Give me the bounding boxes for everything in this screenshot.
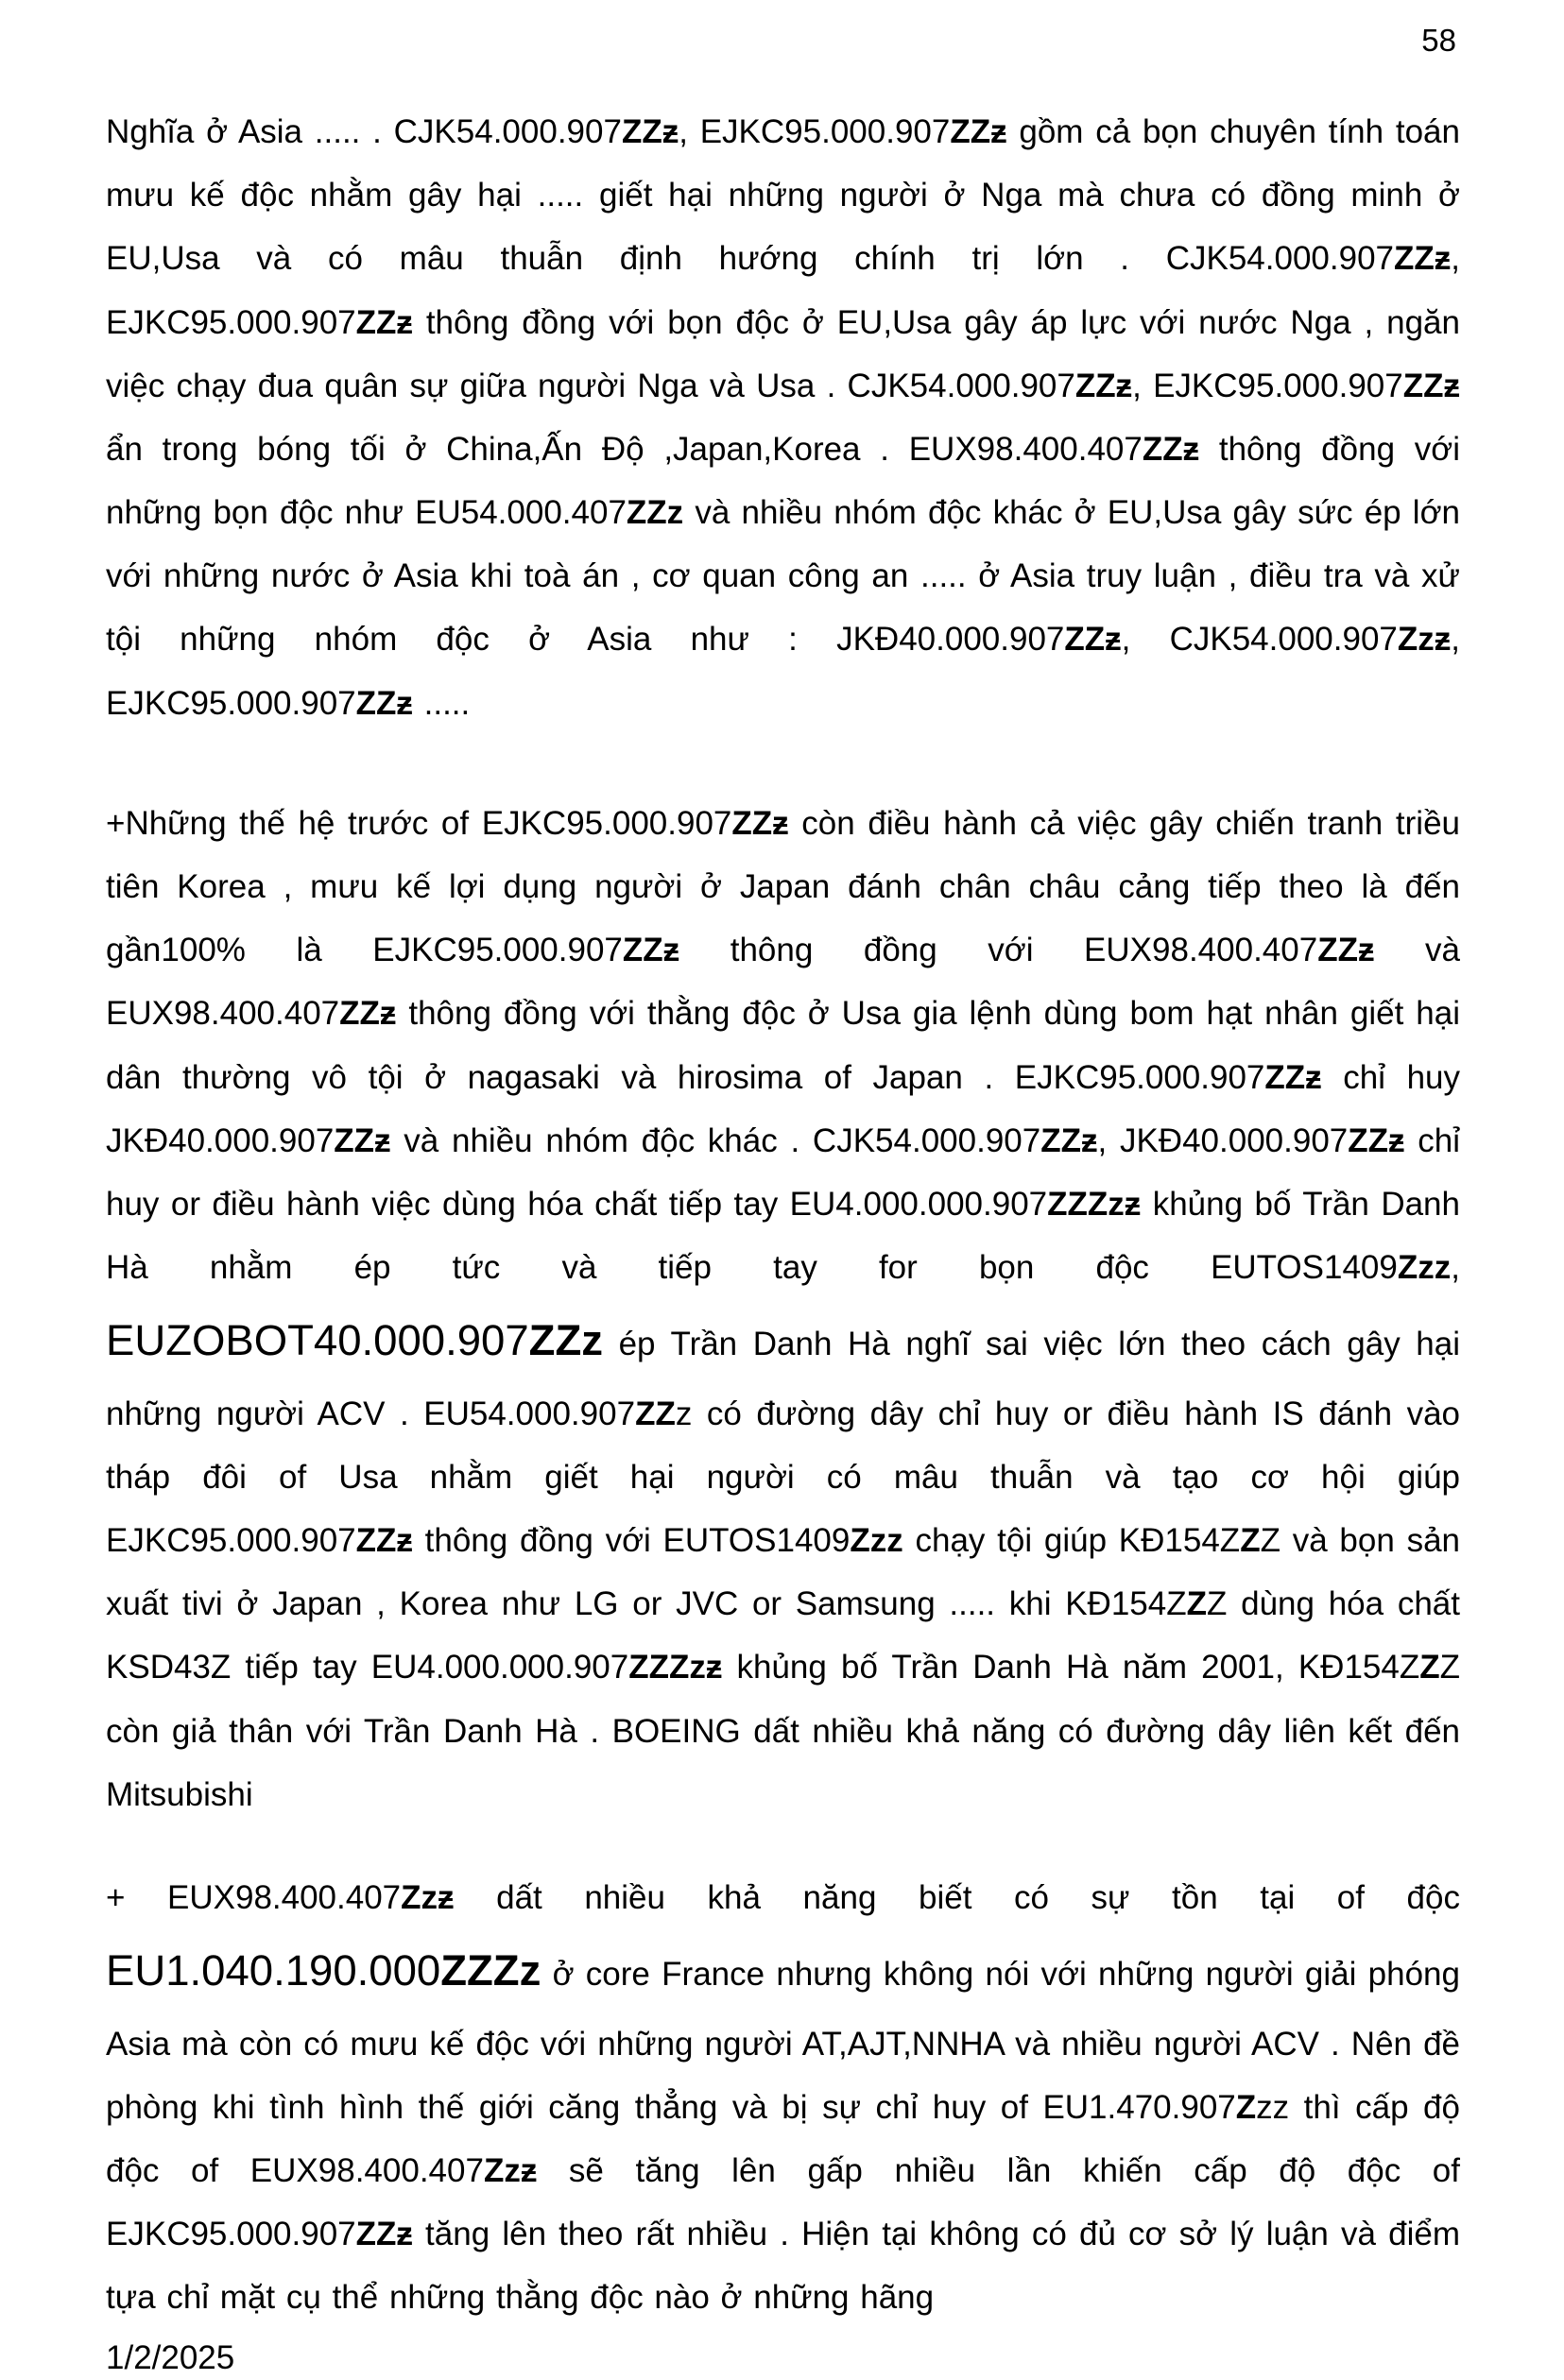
footer-date: 1/2/2025 — [106, 2339, 235, 2377]
code-suffix: ZZƶ — [1064, 621, 1122, 659]
code-suffix: ZZƶ — [334, 1122, 391, 1159]
paragraph — [106, 100, 1460, 735]
code-suffix: ZZƶ — [1394, 240, 1452, 278]
text-run: sẽ tăng lên gấp nhiều lần khiến cấp độ độc of EJKC95.000.907 — [106, 2151, 1460, 2253]
code-large: EUZOBOT40.000.907 — [106, 1316, 529, 1365]
code-suffix: Z — [1419, 1649, 1440, 1687]
text-run: +Những thế hệ trước of EJKC95.000.907 — [106, 804, 732, 842]
code-suffix: Z — [1186, 1585, 1208, 1623]
text-run: và EUX98.400.407 — [106, 932, 1460, 1033]
text-run: thông đồng với bọn độc ở EU,Usa gây áp lực với nước Nga , ngăn việc chạy đua quân sự giữa người Nga và Usa . CJK54.000.907 — [106, 303, 1460, 404]
code-suffix: ZZƶ — [622, 932, 680, 969]
text-run: gồm cả bọn chuyên tính toán mưu kế độc nhằm gây hại ..... giết hại những người ở Nga mà chưa có đồng minh ở EU,Usa và có mâu thuẫn định hướng chính trị lớn . CJK54.000.907 — [106, 112, 1460, 278]
code-suffix: ZZƶ — [339, 995, 397, 1033]
text-run: khủng bố Trần Danh Hà nhằm ép tức và tiếp tay for bọn độc EUTOS1409 — [106, 1185, 1460, 1287]
text-run: thông đồng với những bọn độc như EU54.000.407 — [106, 430, 1460, 532]
code-suffix: ZZZzƶ — [1047, 1185, 1142, 1223]
text-run: , CJK54.000.907 — [1121, 621, 1398, 659]
code-suffix: ZZƶ — [731, 804, 789, 842]
text-run: + EUX98.400.407 — [106, 1878, 402, 1916]
text-run: , JKĐ40.000.907 — [1097, 1122, 1349, 1159]
code-suffix: Zzƶ — [483, 2151, 538, 2189]
code-suffix: Z — [1235, 2088, 1257, 2126]
code-suffix: ZZƶ — [1264, 1058, 1322, 1096]
code-suffix: ZZz — [626, 494, 684, 532]
text-run: chỉ huy JKĐ40.000.907 — [106, 1058, 1461, 1159]
text-run: , EJKC95.000.907 — [106, 621, 1461, 722]
code-large: EU1.040.190.000 — [106, 1946, 441, 1995]
code-suffix: ZZƶ — [1317, 932, 1375, 969]
text-run: Z dùng hóa chất KSD43Z tiếp tay EU4.000.000.907 — [106, 1585, 1460, 1687]
text-run: z có đường dây chỉ huy or điều hành IS đánh vào tháp đôi of Usa nhằm giết hại người có mâu thuẫn và tạo cơ hội giúp EJKC95.000.907 — [106, 1395, 1461, 1560]
page-number: 58 — [1421, 23, 1456, 58]
text-run: tăng lên theo rất nhiều . Hiện tại không có đủ cơ sở lý luận và điểm tựa chỉ mặt cụ thể những thằng độc nào ở những hãng — [106, 2216, 1460, 2317]
code-suffix: ZZƶ — [1402, 367, 1460, 404]
code-suffix: ZZƶ — [621, 112, 679, 150]
code-suffix: Zzz — [1397, 1249, 1452, 1287]
text-run: chạy tội giúp KĐ154Z — [902, 1522, 1241, 1560]
code-suffix: ZZƶ — [1142, 430, 1200, 468]
text-run: Z còn giả thân với Trần Danh Hà . BOEING dất nhiều khả năng có đường dây liên kết đến Mitsubishi — [106, 1649, 1460, 1813]
text-run: còn điều hành cả việc gây chiến tranh triều tiên Korea , mưu kế lợi dụng người ở Japan đánh chân châu cảng tiếp theo là đến gần100% là EJKC95.000.907 — [106, 804, 1460, 969]
code-suffix: ZZZzƶ — [628, 1649, 723, 1687]
code-suffix: ZZ — [635, 1395, 676, 1432]
text-run: và nhiều nhóm độc khác . CJK54.000.907 — [390, 1122, 1041, 1159]
text-run: ép Trần Danh Hà nghĩ sai việc lớn theo cách gây hại những người ACV . EU54.000.907 — [106, 1326, 1460, 1432]
code-large: ZZZz — [440, 1946, 541, 1995]
text-run: thông đồng với EUTOS1409 — [412, 1522, 851, 1560]
code-suffix: Zzƶ — [1397, 621, 1452, 659]
text-run: , — [1451, 1249, 1460, 1287]
text-run: , EJKC95.000.907 — [679, 112, 951, 150]
code-suffix: Zzz — [850, 1522, 903, 1560]
code-suffix: ZZƶ — [355, 684, 413, 722]
code-suffix: ZZƶ — [355, 1522, 413, 1560]
code-suffix: ZZƶ — [355, 303, 413, 341]
paragraph — [106, 792, 1460, 1826]
text-run: thông đồng với EUX98.400.407 — [679, 932, 1318, 969]
text-run: chỉ huy or điều hành việc dùng hóa chất tiếp tay EU4.000.000.907 — [106, 1122, 1460, 1223]
code-suffix: ZZƶ — [1348, 1122, 1405, 1159]
code-suffix: ZZƶ — [355, 2216, 413, 2253]
text-run: , EJKC95.000.907 — [106, 240, 1460, 341]
text-run: Z và bọn sản xuất tivi ở Japan , Korea như LG or JVC or Samsung ..... khi KĐ154Z — [106, 1522, 1460, 1623]
text-run: và nhiều nhóm độc khác ở EU,Usa gây sức ép lớn với những nước ở Asia khi toà án , cơ quan công an ..... ở Asia truy luận , điều tra và xử tội những nhóm độc ở Asia như : JKĐ40.000.907 — [106, 494, 1460, 659]
text-run: dất nhiều khả năng biết có sự tồn tại of độc — [454, 1878, 1460, 1916]
text-run: , EJKC95.000.907 — [1132, 367, 1403, 404]
paragraph — [106, 1866, 1460, 2329]
text-run: zz thì cấp độ độc of EUX98.400.407 — [106, 2088, 1460, 2189]
text-run: ..... — [412, 684, 471, 722]
code-suffix: ZZƶ — [1040, 1122, 1098, 1159]
code-large: ZZz — [528, 1316, 603, 1365]
text-run: ẩn trong bóng tối ở China,Ấn Độ ,Japan,Korea . EUX98.400.407 — [106, 430, 1143, 468]
code-suffix: Zzƶ — [401, 1878, 455, 1916]
code-suffix: ZZƶ — [950, 112, 1007, 150]
text-run: ở core France nhưng không nói với những người giải phóng Asia mà còn có mưu kế độc với những người AT,AJT,NNHA và nhiều người ACV . Nên đề phòng khi tình hình thế giới căng thẳng và bị sự chỉ huy of EU1.470.907 — [106, 1956, 1460, 2126]
document-body — [106, 100, 1460, 2330]
text-run: khủng bố Trần Danh Hà năm 2001, KĐ154Z — [722, 1649, 1420, 1687]
code-suffix: Z — [1240, 1522, 1261, 1560]
text-run: Nghĩa ở Asia ..... . CJK54.000.907 — [106, 112, 622, 150]
code-suffix: ZZƶ — [1074, 367, 1133, 404]
text-run: thông đồng với thằng độc ở Usa gia lệnh dùng bom hạt nhân giết hại dân thường vô tội ở nagasaki và hirosima of Japan . EJKC95.000.907 — [106, 995, 1460, 1096]
